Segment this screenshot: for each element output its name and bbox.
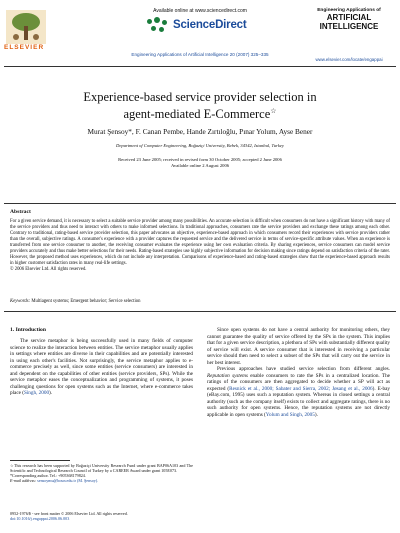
abstract-paragraph: For a given service demand, it is necessary to select a suitable service provider among many possibilities. An accurate selection is difficult when consumers do not have a significant history with many of the service providers and thus need to interact with others to make informed selections. In traditional approaches, consumers rate the service providers and exchange these ratings among each other. Contrary to traditional, rating-based service provider selection, this paper advocates an objective, experience-based approach in which consumers record their experiences with service providers rather than the overall, subjective ratings. A consumer's experience with a provider captures the requested service and the delivered service in terms of service-specific attribute values. When an experience is transferred from one service consumer to another, the receiving consumer evaluates the experience using her own evaluation criteria. By sharing experiences, service consumers can model service providers accurately and thus make better selections for their needs. Rating-based strategies use highly subjective information for decision making since ratings depend on satisfaction criteria of the rater. However, the proposed method uses experiences, which do not include any interpretation. Comparisons of experience-based and rating-based strategies show that the experience-based approach results in higher customer satisfaction rates in many real-life settings.	[10, 219, 390, 267]
footnote-divider	[10, 460, 70, 461]
right-paragraph-2	[207, 366, 390, 418]
keywords	[10, 299, 140, 304]
author-list: Murat Şensoy*, F. Canan Pembe, Hande Zırtıloğlu, Pınar Yolum, Ayse Bener	[87, 127, 313, 136]
right-paragraph-1: Since open systems do not have a central authority for monitoring others, they cannot guarantee the quality of service offered by the SPs in the system. This implies that for a given service description, a plethora of SPs with substantially different quality of service will exist. A service consumer that is interested in receiving a particular service should then need to select a subset of the SPs that will carry out the service in her best interest.	[207, 327, 390, 366]
section-heading: 1. Introduction	[10, 327, 46, 333]
page-footer	[10, 511, 310, 521]
sd-dot-icon	[151, 26, 156, 31]
left-para-end: ).	[49, 390, 53, 396]
right-p2-text-d: ).	[314, 411, 318, 418]
journal-name-line3: INTELLIGENCE	[319, 22, 379, 31]
keywords-list: Multiagent systems; Emergent behavior; Service selection	[31, 299, 141, 304]
sd-dot-icon	[159, 27, 164, 32]
email-label: E-mail address:	[10, 478, 37, 483]
sd-dot-icon	[154, 17, 160, 23]
abstract-text	[10, 219, 390, 273]
journal-url[interactable]: www.elsevier.com/locate/engappai	[315, 57, 383, 62]
available-online: Available online at www.sciencedirect.com	[153, 8, 247, 14]
right-column	[207, 327, 390, 418]
abstract-top-divider	[4, 203, 396, 204]
journal-citation: Engineering Applications of Artificial Intelligence 20 (2007) 325–335	[131, 52, 269, 57]
journal-logo	[304, 8, 394, 31]
citation-link[interactable]: Yolum and Singh, 2005	[265, 411, 315, 418]
keywords-label: Keywords:	[10, 299, 31, 304]
title-line2: agent-mediated E-Commerce	[123, 107, 271, 122]
footnote-email	[10, 478, 193, 483]
elsevier-tree-logo-icon	[6, 10, 46, 44]
right-p2-text-b: enable consumers to rate the SPs in a centralized location. The ratings of the consumers are then aggregated to decide whether a SP will act as expected (	[207, 372, 390, 392]
title-line1: Experience-based service provider selection in	[83, 90, 317, 104]
right-p2-text-a: Previous approaches have studied service selection from different angles.	[217, 366, 390, 372]
affiliation: Department of Computer Engineering, Boğaziçi University, Bebek, 34342, Istanbul, Turkey	[116, 143, 284, 148]
journal-name-line2: ARTIFICIAL	[326, 13, 372, 22]
header-divider	[4, 66, 396, 67]
publisher-name: ELSEVIER	[4, 44, 45, 51]
journal-name-line1: Engineering Applications of	[317, 8, 381, 13]
left-column-paragraph	[10, 338, 193, 397]
left-para-text: The service metaphor is being successfully used in many fields of computer science to realize the interaction between entities. The service metaphor usually applies in settings where entities are diverse in their capabilities and are potentially interested in using each other's facilities. Not surprisingly, the service metaphor applies to e-commerce precisely as well, since some entities (service consumers) are interested in and dependent on the capabilities of other entities (service providers, SPs). While the service metaphor eases the conceptualization and programming of systems, it poses challenging questions for open systems such as the Internet, where e-commerce takes place (	[10, 338, 193, 396]
footnote-funding: ☆This research has been supported by Boğaziçi University Research Fund under grant BAP06A103 and The Scientific and Technological Research Council of Turkey by a CAREER Award under grant 105E073.	[10, 463, 193, 473]
footnotes	[10, 463, 193, 483]
article-title	[40, 90, 360, 121]
sciencedirect-wordmark: ScienceDirect	[173, 19, 247, 31]
available-line: Available online 2 August 2006	[170, 163, 230, 168]
right-p2-text-c: ). E-bay (eBay.com, 1995) uses such a reputation system. Whereas in closed settings a central authority (such as the company itself) exists to collect and aggregate ratings, there is no such authority for open systems. Hence, the reputation systems are not directly applicable in open systems (	[207, 385, 390, 418]
citation-link[interactable]: Resnick et al., 2000; Sabater and Sierra, 2002; Jøsang et al., 2006	[229, 385, 373, 392]
abstract-copyright: © 2006 Elsevier Ltd. All rights reserved.	[10, 267, 87, 273]
email-link[interactable]: sensoymu@boun.edu.tr (M. Şensoy).	[37, 478, 99, 483]
footer-issn: 0952-1976/$ - see front matter © 2006 Elsevier Ltd. All rights reserved.	[10, 511, 128, 516]
sciencedirect-logo[interactable]	[143, 16, 263, 34]
abstract-bottom-divider	[4, 311, 396, 312]
footer-doi[interactable]: doi:10.1016/j.engappai.2006.06.003	[10, 516, 70, 521]
title-footnote-mark[interactable]: ☆	[270, 107, 277, 115]
received-dates	[0, 157, 400, 169]
sd-dot-icon	[147, 19, 152, 24]
abstract-heading: Abstract	[10, 209, 31, 215]
received-line: Received 23 June 2005; received in revised form 30 October 2005; accepted 2 June 2006	[118, 157, 282, 162]
right-p2-italic: Reputation systems	[207, 372, 248, 379]
citation-link[interactable]: Singh, 2000	[23, 390, 50, 396]
sd-dot-icon	[162, 20, 167, 25]
footnote-corresponding: *Corresponding author. Tel.: +905368179824.	[10, 473, 86, 478]
